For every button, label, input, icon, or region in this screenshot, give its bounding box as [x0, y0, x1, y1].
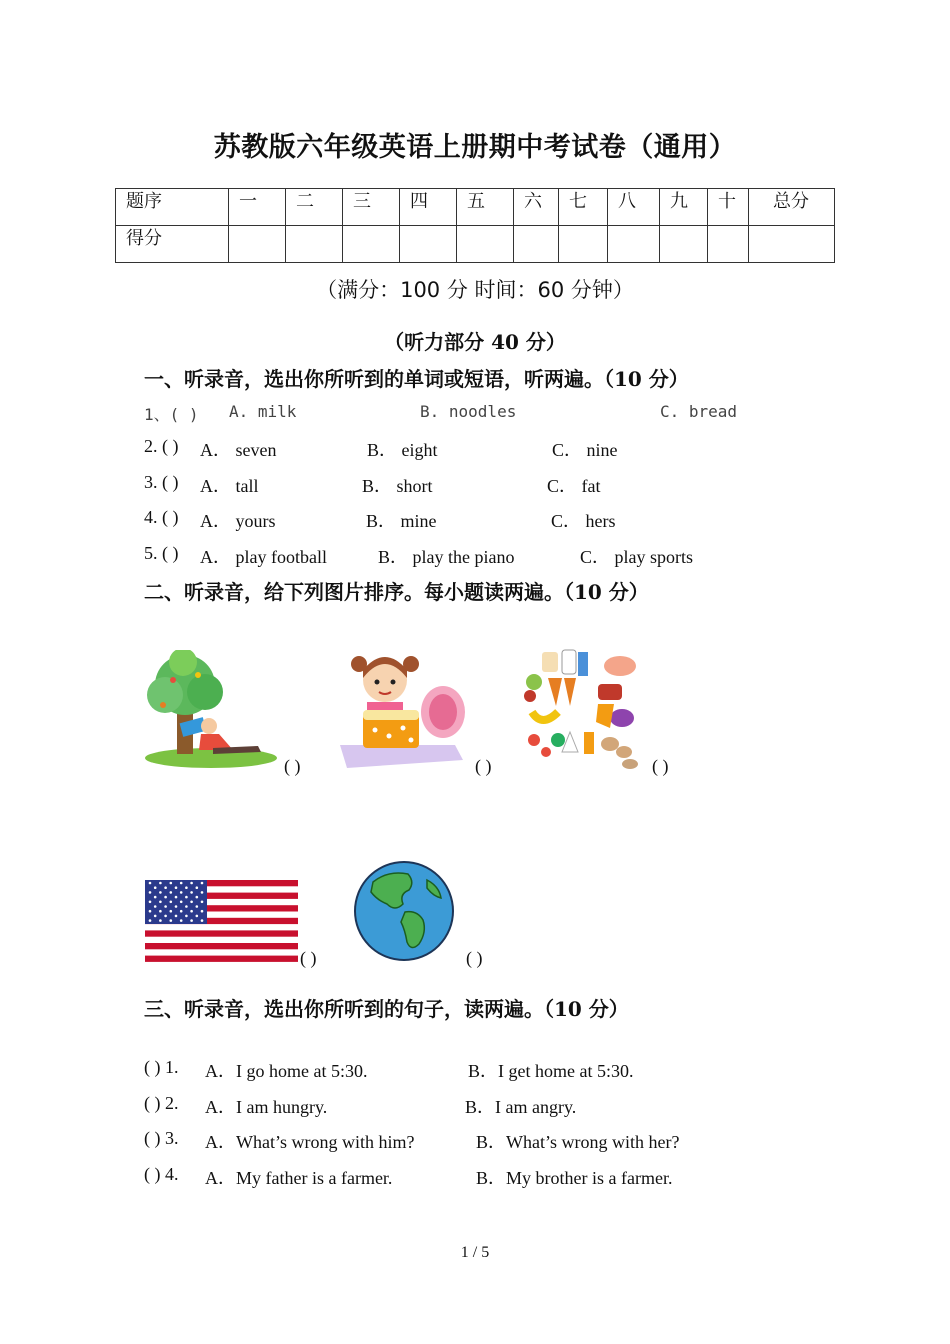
q2-number[interactable]: 2. ( ): [144, 436, 179, 456]
s3-q4-number[interactable]: ( ) 4.: [144, 1164, 179, 1184]
s3-q1-option-a[interactable]: A．I go home at 5:30.: [205, 1061, 368, 1081]
score-input-cell[interactable]: [457, 226, 514, 263]
score-input-cell[interactable]: [286, 226, 343, 263]
flag-star: [164, 896, 167, 899]
section1-heading: [144, 363, 689, 392]
picture5-answer-blank[interactable]: ( ): [466, 948, 483, 968]
picture4-answer-blank[interactable]: ( ): [300, 948, 317, 968]
q5-number[interactable]: 5. ( ): [144, 543, 179, 563]
score-input-cell[interactable]: [708, 226, 749, 263]
flag-star: [154, 886, 157, 889]
q1-option-c[interactable]: C. bread: [660, 402, 738, 421]
q3-option-a[interactable]: A． tall: [200, 476, 259, 496]
q4-option-b[interactable]: B． mine: [366, 511, 437, 531]
score-input-cell[interactable]: [608, 226, 660, 263]
table-row: [116, 226, 835, 263]
table-cell: 得分: [116, 226, 229, 263]
s3-q2-option-b[interactable]: B．I am angry.: [465, 1097, 577, 1117]
flag-star: [180, 910, 183, 913]
flag-star: [196, 886, 199, 889]
section2-heading-text: 二、听录音，给下列图片排序。每小题读两遍。: [144, 580, 564, 604]
section1-points: （10 分）: [604, 367, 689, 391]
flag-star: [201, 901, 204, 904]
q1-option-a[interactable]: A. milk: [229, 402, 297, 421]
section3-heading: [144, 993, 629, 1022]
table-row: [116, 189, 835, 226]
section2-points: （10 分）: [564, 580, 649, 604]
table-cell: 一: [229, 189, 286, 226]
flag-star: [159, 882, 162, 885]
flag-star: [159, 901, 162, 904]
q5-option-c[interactable]: C． play sports: [580, 547, 694, 567]
flag-star: [164, 915, 167, 918]
q2-option-b[interactable]: B． eight: [367, 440, 438, 460]
flag-star: [180, 882, 183, 885]
s3-q1-number[interactable]: ( ) 1.: [144, 1057, 179, 1077]
flag-star: [159, 891, 162, 894]
section1-heading-text: 一、听录音，选出你所听到的单词或短语，听两遍。: [144, 367, 604, 391]
score-table: [115, 188, 835, 263]
flag-star: [175, 896, 178, 899]
flag-star: [149, 891, 152, 894]
table-cell: 六: [514, 189, 559, 226]
picture2-answer-blank[interactable]: ( ): [475, 756, 492, 776]
q5-option-a[interactable]: A． play football: [200, 547, 327, 567]
flag-star: [154, 896, 157, 899]
exam-meta: （满分：100 分 时间：60 分钟）: [316, 278, 634, 302]
globe-picture: [353, 860, 455, 962]
flag-star: [180, 919, 183, 922]
s3-q3-option-a[interactable]: A．What’s wrong with him?: [205, 1132, 415, 1152]
s3-q1-option-b[interactable]: B．I get home at 5:30.: [468, 1061, 634, 1081]
flag-star: [185, 886, 188, 889]
q1-number[interactable]: 1、( ): [144, 405, 199, 424]
flag-star: [190, 882, 193, 885]
flag-star: [190, 891, 193, 894]
page-title: 苏教版六年级英语上册期中考试卷（通用）: [213, 132, 737, 163]
s3-q2-number[interactable]: ( ) 2.: [144, 1093, 179, 1113]
q4-option-a[interactable]: A． yours: [200, 511, 276, 531]
score-input-cell[interactable]: [229, 226, 286, 263]
flag-star: [180, 901, 183, 904]
flag-star: [170, 901, 173, 904]
flag-star: [175, 915, 178, 918]
score-input-cell[interactable]: [660, 226, 708, 263]
s3-q3-option-b[interactable]: B．What’s wrong with her?: [476, 1132, 680, 1152]
q2-option-a[interactable]: A． seven: [200, 440, 277, 460]
flag-star: [185, 905, 188, 908]
food-items-picture: [518, 648, 643, 772]
flag-star: [149, 910, 152, 913]
flag-star: [154, 915, 157, 918]
flag-star: [185, 915, 188, 918]
score-input-cell[interactable]: [343, 226, 400, 263]
score-input-cell[interactable]: [514, 226, 559, 263]
page-number: 1 / 5: [460, 1244, 490, 1261]
flag-star: [190, 919, 193, 922]
q1-option-b[interactable]: B. noodles: [420, 402, 517, 421]
q3-number[interactable]: 3. ( ): [144, 472, 179, 492]
picture3-answer-blank[interactable]: ( ): [652, 756, 669, 776]
flag-star: [196, 905, 199, 908]
flag-star: [201, 910, 204, 913]
s3-q4-option-a[interactable]: A．My father is a farmer.: [205, 1168, 393, 1188]
s3-q3-number[interactable]: ( ) 3.: [144, 1128, 179, 1148]
flag-star: [154, 905, 157, 908]
table-cell: 九: [660, 189, 708, 226]
table-cell: 五: [457, 189, 514, 226]
flag-star: [149, 919, 152, 922]
flag-star: [164, 886, 167, 889]
q3-option-b[interactable]: B． short: [362, 476, 433, 496]
girl-cake-picture: [335, 650, 467, 776]
flag-star: [190, 910, 193, 913]
listening-header: （听力部分 40 分）: [384, 330, 566, 354]
table-cell: 四: [400, 189, 457, 226]
picture1-answer-blank[interactable]: ( ): [284, 756, 301, 776]
flag-star: [170, 891, 173, 894]
table-cell: 二: [286, 189, 343, 226]
q3-option-c[interactable]: C． fat: [547, 476, 601, 496]
q2-option-c[interactable]: C． nine: [552, 440, 618, 460]
table-cell: 总分: [749, 189, 835, 226]
flag-star: [180, 891, 183, 894]
s3-q4-option-b[interactable]: B．My brother is a farmer.: [476, 1168, 673, 1188]
flag-star: [196, 896, 199, 899]
table-cell: 七: [559, 189, 608, 226]
q4-number[interactable]: 4. ( ): [144, 507, 179, 527]
flag-star: [185, 896, 188, 899]
flag-star: [159, 910, 162, 913]
q4-option-c[interactable]: C． hers: [551, 511, 616, 531]
flag-star: [201, 919, 204, 922]
table-cell: 三: [343, 189, 400, 226]
table-cell: 题序: [116, 189, 229, 226]
flag-star: [175, 886, 178, 889]
flag-star: [175, 905, 178, 908]
tree-reading-picture: [143, 650, 278, 772]
usa-flag-picture: [145, 880, 298, 962]
flag-star: [170, 882, 173, 885]
flag-star: [149, 882, 152, 885]
section3-heading-text: 三、听录音，选出你所听到的句子，读两遍。: [144, 997, 544, 1021]
flag-star: [190, 901, 193, 904]
table-cell: 十: [708, 189, 749, 226]
q5-option-b[interactable]: B． play the piano: [378, 547, 515, 567]
score-input-cell[interactable]: [400, 226, 457, 263]
flag-star: [170, 910, 173, 913]
flag-star: [149, 901, 152, 904]
flag-star: [196, 915, 199, 918]
score-input-cell[interactable]: [749, 226, 835, 263]
section2-heading: [144, 576, 649, 605]
score-input-cell[interactable]: [559, 226, 608, 263]
flag-star: [159, 919, 162, 922]
section3-points: （10 分）: [544, 997, 629, 1021]
flag-star: [170, 919, 173, 922]
s3-q2-option-a[interactable]: A．I am hungry.: [205, 1097, 328, 1117]
flag-star: [164, 905, 167, 908]
table-cell: 八: [608, 189, 660, 226]
flag-star: [201, 882, 204, 885]
flag-star: [201, 891, 204, 894]
